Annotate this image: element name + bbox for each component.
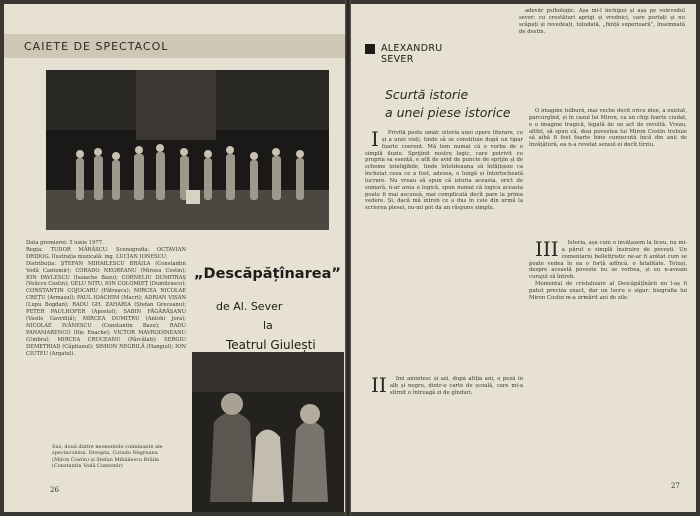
title-connector: la — [263, 319, 273, 332]
production-credits — [26, 240, 186, 357]
paragraph-1: I Privită peste umăr, istoria unei opere literare, cu și a unei vieți, tinde să se constituie după un tipar foarte coerent. Mă tem numai că e vorba de o simplă iluzie. Sprijinit nostru logic, care potrivit cu propria sa esență, e atît de avid de puncte de sprijin și de scheme inteligibile, tinde întotdeauna să înfățișeze ca încheiat ceea ce a fost, adesea, o lungă și întortocheată lucrare. Nu vreau să spun că istoria aceasta, orict de sumară, n-ar avea o logică, spun numai că logica aceasta poate fi mai ascunsă, mai complicată decît pare la prima vedere. Și, dacă mă întreb ce a dus în cele din urmă la scrierea piesei, nu-mi pot da un răspuns simplu. — [365, 130, 523, 212]
column-right-body — [529, 108, 687, 234]
column-right-lower — [529, 240, 687, 460]
direction-credits: Regia: TUDOR MĂRĂSCU. Scenografia: OCTAVIAN DRIDOG. Ilustrația muzicală: ing. LUCIAN IONESCU. — [26, 246, 186, 260]
actors-photo — [192, 352, 344, 512]
page-number-right: 27 — [671, 482, 680, 490]
actors-image — [192, 352, 344, 512]
column-left-body — [365, 130, 523, 350]
paragraph-5: Momentul de cristalizare al Descăpățînării nu l-aș fi putut preciza exact, dar un lucru e sigur: biografia lui Miron Costin m-a urmărit ani de zile. — [529, 281, 687, 301]
theatre-name: Teatrul Giulești — [226, 338, 316, 352]
column-left-lower — [365, 376, 523, 496]
paragraph-3: O imagine tulbură, mai veche decît orice idee, a existat, parcurgînd, și în cazul lui Miron, ca un chip foarte ciudat, e o imagine tragică, legată de un act de revoltă. Vreau, altfel, să spun că, deși povestea lui Miron Costin trebuie să aibă fi fost foarte bine cunoscută încă din anii de învățătură, ea n-a revelat sensul ei decît tîrziu. — [529, 108, 687, 149]
cast-list: Distribuția: ȘTEFAN MIHAILESCU BRĂILA (Constantin Vodă Cantemir); CORADO NEGREANU (Mireea Costin); ION PAVLESCU (Isaiache Bazu); CORNELIU DUMITRAȘ (Velicco Costin); GELU NIȚU, ION COLOMIEȚ (Dumitrasco); CONSTANTIN COJOCARU (Pătrașcu); MIRCEA NICOLAE CREȚU (Armașul); PAUL IOACHIM (Macri); ADRIAN VISAN (Lupu Bogdan); RADU GH. ZAHARIA (Ștefan Greceanu); PETER PAULHOFER (Apostol); SABIN FĂGĂRĂȘANU (Vasile Gavriliță); MIRCEA DUMITRU (Antohi Jora); NICOLAE IVĂNESCU (Constantin Bazu); RADU PANAMARENCO (Ilie Enache); VICTOR MAVRODINEANU (Umbra); MIRCEA CRUCEANU (Pârcălab); SERGIU DEMETRIAD (Căpitanul); SIMION NEGRILĂ (Hangiul); ION CIUTEU (Argatul). — [26, 260, 186, 357]
article-title-line-2: a unei piese istorice — [385, 105, 511, 120]
article-title — [385, 86, 535, 122]
right-page — [351, 4, 696, 512]
section-header: CAIETE DE SPECTACOL — [24, 40, 169, 53]
paragraph-2: II Imi amintesc și azi, după atîția ani, o poză în alb și negru, dintr-o carte de școală, care mi-a stîrnit o întreagă zi de gînduri. — [365, 376, 523, 397]
play-title: „Descăpățînarea” — [194, 266, 341, 282]
author-marker-icon — [365, 44, 375, 54]
paragraph-4: III Istoria, așa cum o învățasem la liceu, nu mi-a părut o simplă însiruire de povești. Un comentariu bellettristic ne-ar fi arătat cum se poate vedea în ea o forță adîncă, o fatalitate. Totuși, despre această poveste nu se vorbea, și eu n-aveam curajul să întreb. — [529, 240, 687, 281]
author-first-name: ALEXANDRU — [381, 43, 443, 54]
intro-paragraph: adevăr psihologic. Așa mi-l închipui și așa pe voievodul sever: cu crestături aprigi și vrednici, care purtați și nu scăpați și revedeați, totodată, „ființă superioară”, însemnată de destin. — [519, 8, 685, 35]
stage-photo-top — [46, 70, 329, 230]
stage-scene-image — [46, 70, 329, 230]
author-last-name: SEVER — [381, 53, 414, 65]
left-page — [4, 4, 345, 512]
photo-caption: Sus, două dintre momentele culminante ale spectacolului. Dreapta, Corado Negreanu (Miron Costin) și Ștefan Mihăilescu Brăila (Constantin Vodă Cantemir) — [52, 444, 163, 470]
dropcap-i: I — [371, 130, 379, 151]
article-author — [381, 44, 442, 65]
dropcap-iii: III — [535, 240, 559, 261]
page-number-left: 26 — [50, 486, 59, 494]
dropcap-ii: II — [371, 376, 387, 397]
premiere-date: Data premierei: 5 iunie 1977. — [26, 240, 104, 246]
play-author: de Al. Sever — [216, 300, 283, 313]
article-title-line-1: Scurtă istorie — [385, 87, 469, 102]
column-right-intro — [519, 8, 685, 104]
